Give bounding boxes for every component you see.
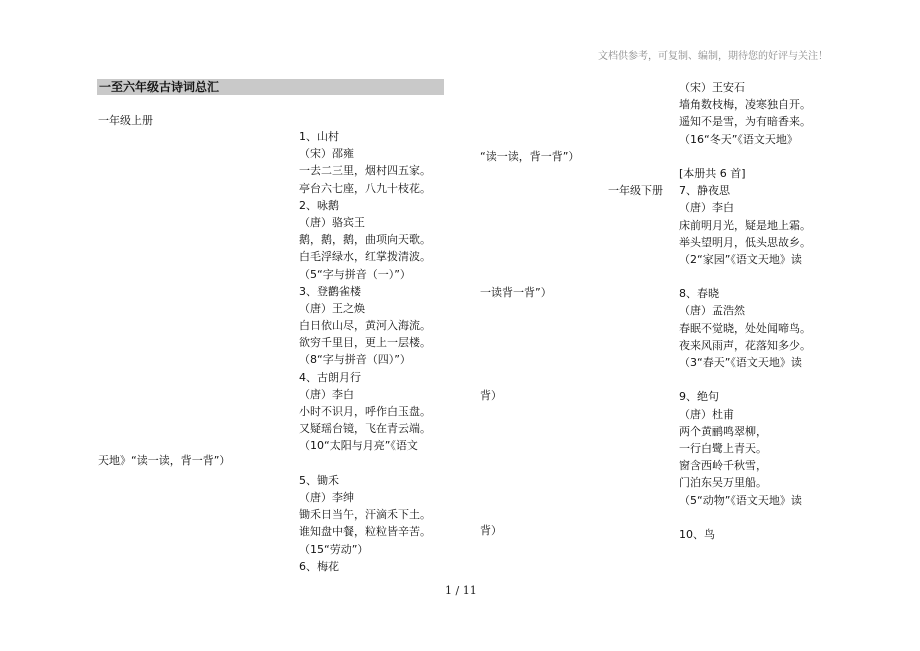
right-column-line: 窗含西岭千秋雪， [679, 459, 767, 473]
middle-column-line: 谁知盘中餐，粒粒皆辛苦。 [299, 525, 431, 539]
right-column-line: （唐）孟浩然 [679, 304, 745, 318]
middle-column-line [299, 455, 431, 472]
right-column-line: （3“春天”《语文天地》读 [679, 356, 802, 369]
middle-column-line: 1、山村 [299, 130, 339, 143]
middle-column-line: 欲穷千里目，更上一层楼。 [299, 336, 431, 350]
right-column-line: （唐）李白 [679, 201, 734, 215]
right-column-line: 春眠不觉晓，处处闻啼鸟。 [679, 321, 811, 335]
left-fragment: 天地》“读一读，背一背”） [98, 454, 231, 467]
middle-column-line: 锄禾日当午，汗滴禾下土。 [299, 508, 431, 522]
right-column-line: 遥知不是雪，为有暗香来。 [679, 115, 811, 129]
right-column-line: 10、鸟 [679, 527, 715, 541]
section-grade1-up: 一年级上册 [98, 114, 153, 127]
right-column-line: 床前明月光，疑是地上霜。 [679, 218, 811, 232]
middle-column-line: 2、咏鹅 [299, 198, 339, 212]
right-column-line [679, 268, 811, 285]
page-number: 1 / 11 [445, 584, 477, 597]
right-column-line: （5“动物”《语文天地》读 [679, 493, 802, 507]
right-column-line: （2“家园”《语文天地》读 [679, 252, 802, 266]
middle-column-line: （唐）骆宾王 [299, 215, 365, 229]
section-grade1-down: 一年级下册 [608, 184, 663, 197]
middle-column-line: 小时不识月，呼作白玉盘。 [299, 405, 431, 418]
middle-column-line: （唐）李绅 [299, 490, 354, 504]
middle-column-line: 鹅，鹅，鹅，曲项向天歌。 [299, 233, 431, 247]
middle-column [299, 128, 431, 575]
right-column-line: 两个黄鹂鸣翠柳， [679, 424, 767, 438]
right-column-line: 8、春晓 [679, 287, 719, 301]
right-column-line: [本册共 6 首] [679, 166, 746, 180]
middle-column-line: 6、梅花 [299, 559, 339, 573]
middle-column-line: 3、登鹳雀楼 [299, 284, 361, 298]
middle-fragment-5: 背） [480, 524, 502, 537]
right-column-line: 门泊东吴万里船。 [679, 476, 767, 490]
right-column-line: 7、静夜思 [679, 184, 730, 198]
right-column-line: （唐）杜甫 [679, 407, 734, 421]
right-column-line [679, 148, 811, 165]
middle-fragment-4: 背） [480, 389, 502, 402]
right-column [679, 79, 811, 543]
right-column-line [679, 509, 811, 526]
middle-column-line: （唐）王之焕 [299, 301, 365, 315]
middle-column-line: 白日依山尽，黄河入海流。 [299, 319, 431, 333]
middle-fragment-3: 一读背一背”） [480, 286, 552, 299]
middle-column-line: （15“劳动”） [299, 542, 369, 556]
middle-column-line: （10“太阳与月亮”《语文 [299, 439, 418, 453]
middle-column-line: 亭台六七座，八九十枝花。 [299, 181, 431, 195]
middle-column-line: （宋）邵雍 [299, 147, 354, 161]
right-column-line: 夜来风雨声，花落知多少。 [679, 338, 811, 352]
middle-column-line: 白毛浮绿水，红掌拨清波。 [299, 250, 431, 264]
right-column-line: 9、绝句 [679, 390, 719, 404]
header-note: 文档供参考，可复制、编制，期待您的好评与关注！ [598, 51, 828, 62]
right-column-line: 墙角数枝梅，凌寒独自开。 [679, 98, 811, 112]
middle-column-line: 4、古朗月行 [299, 370, 361, 384]
right-column-line: （16“冬天”《语文天地》 [679, 132, 798, 146]
right-column-line: （宋）王安石 [679, 81, 745, 94]
middle-column-line: 5、锄禾 [299, 473, 339, 487]
right-column-line [679, 371, 811, 388]
middle-fragment-1: “读一读，背一背”） [480, 150, 580, 163]
middle-column-line: （5“字与拼音（一）”） [299, 267, 411, 281]
middle-column-line: （唐）李白 [299, 387, 354, 401]
document-title: 一至六年级古诗词总汇 [97, 79, 444, 95]
right-column-line: 一行白鹭上青天。 [679, 441, 767, 455]
middle-column-line: （8“字与拼音（四）”） [299, 353, 411, 367]
right-column-line: 举头望明月，低头思故乡。 [679, 235, 811, 249]
middle-column-line: 又疑瑶台镜，飞在青云端。 [299, 422, 431, 436]
middle-column-line: 一去二三里，烟村四五家。 [299, 164, 431, 178]
